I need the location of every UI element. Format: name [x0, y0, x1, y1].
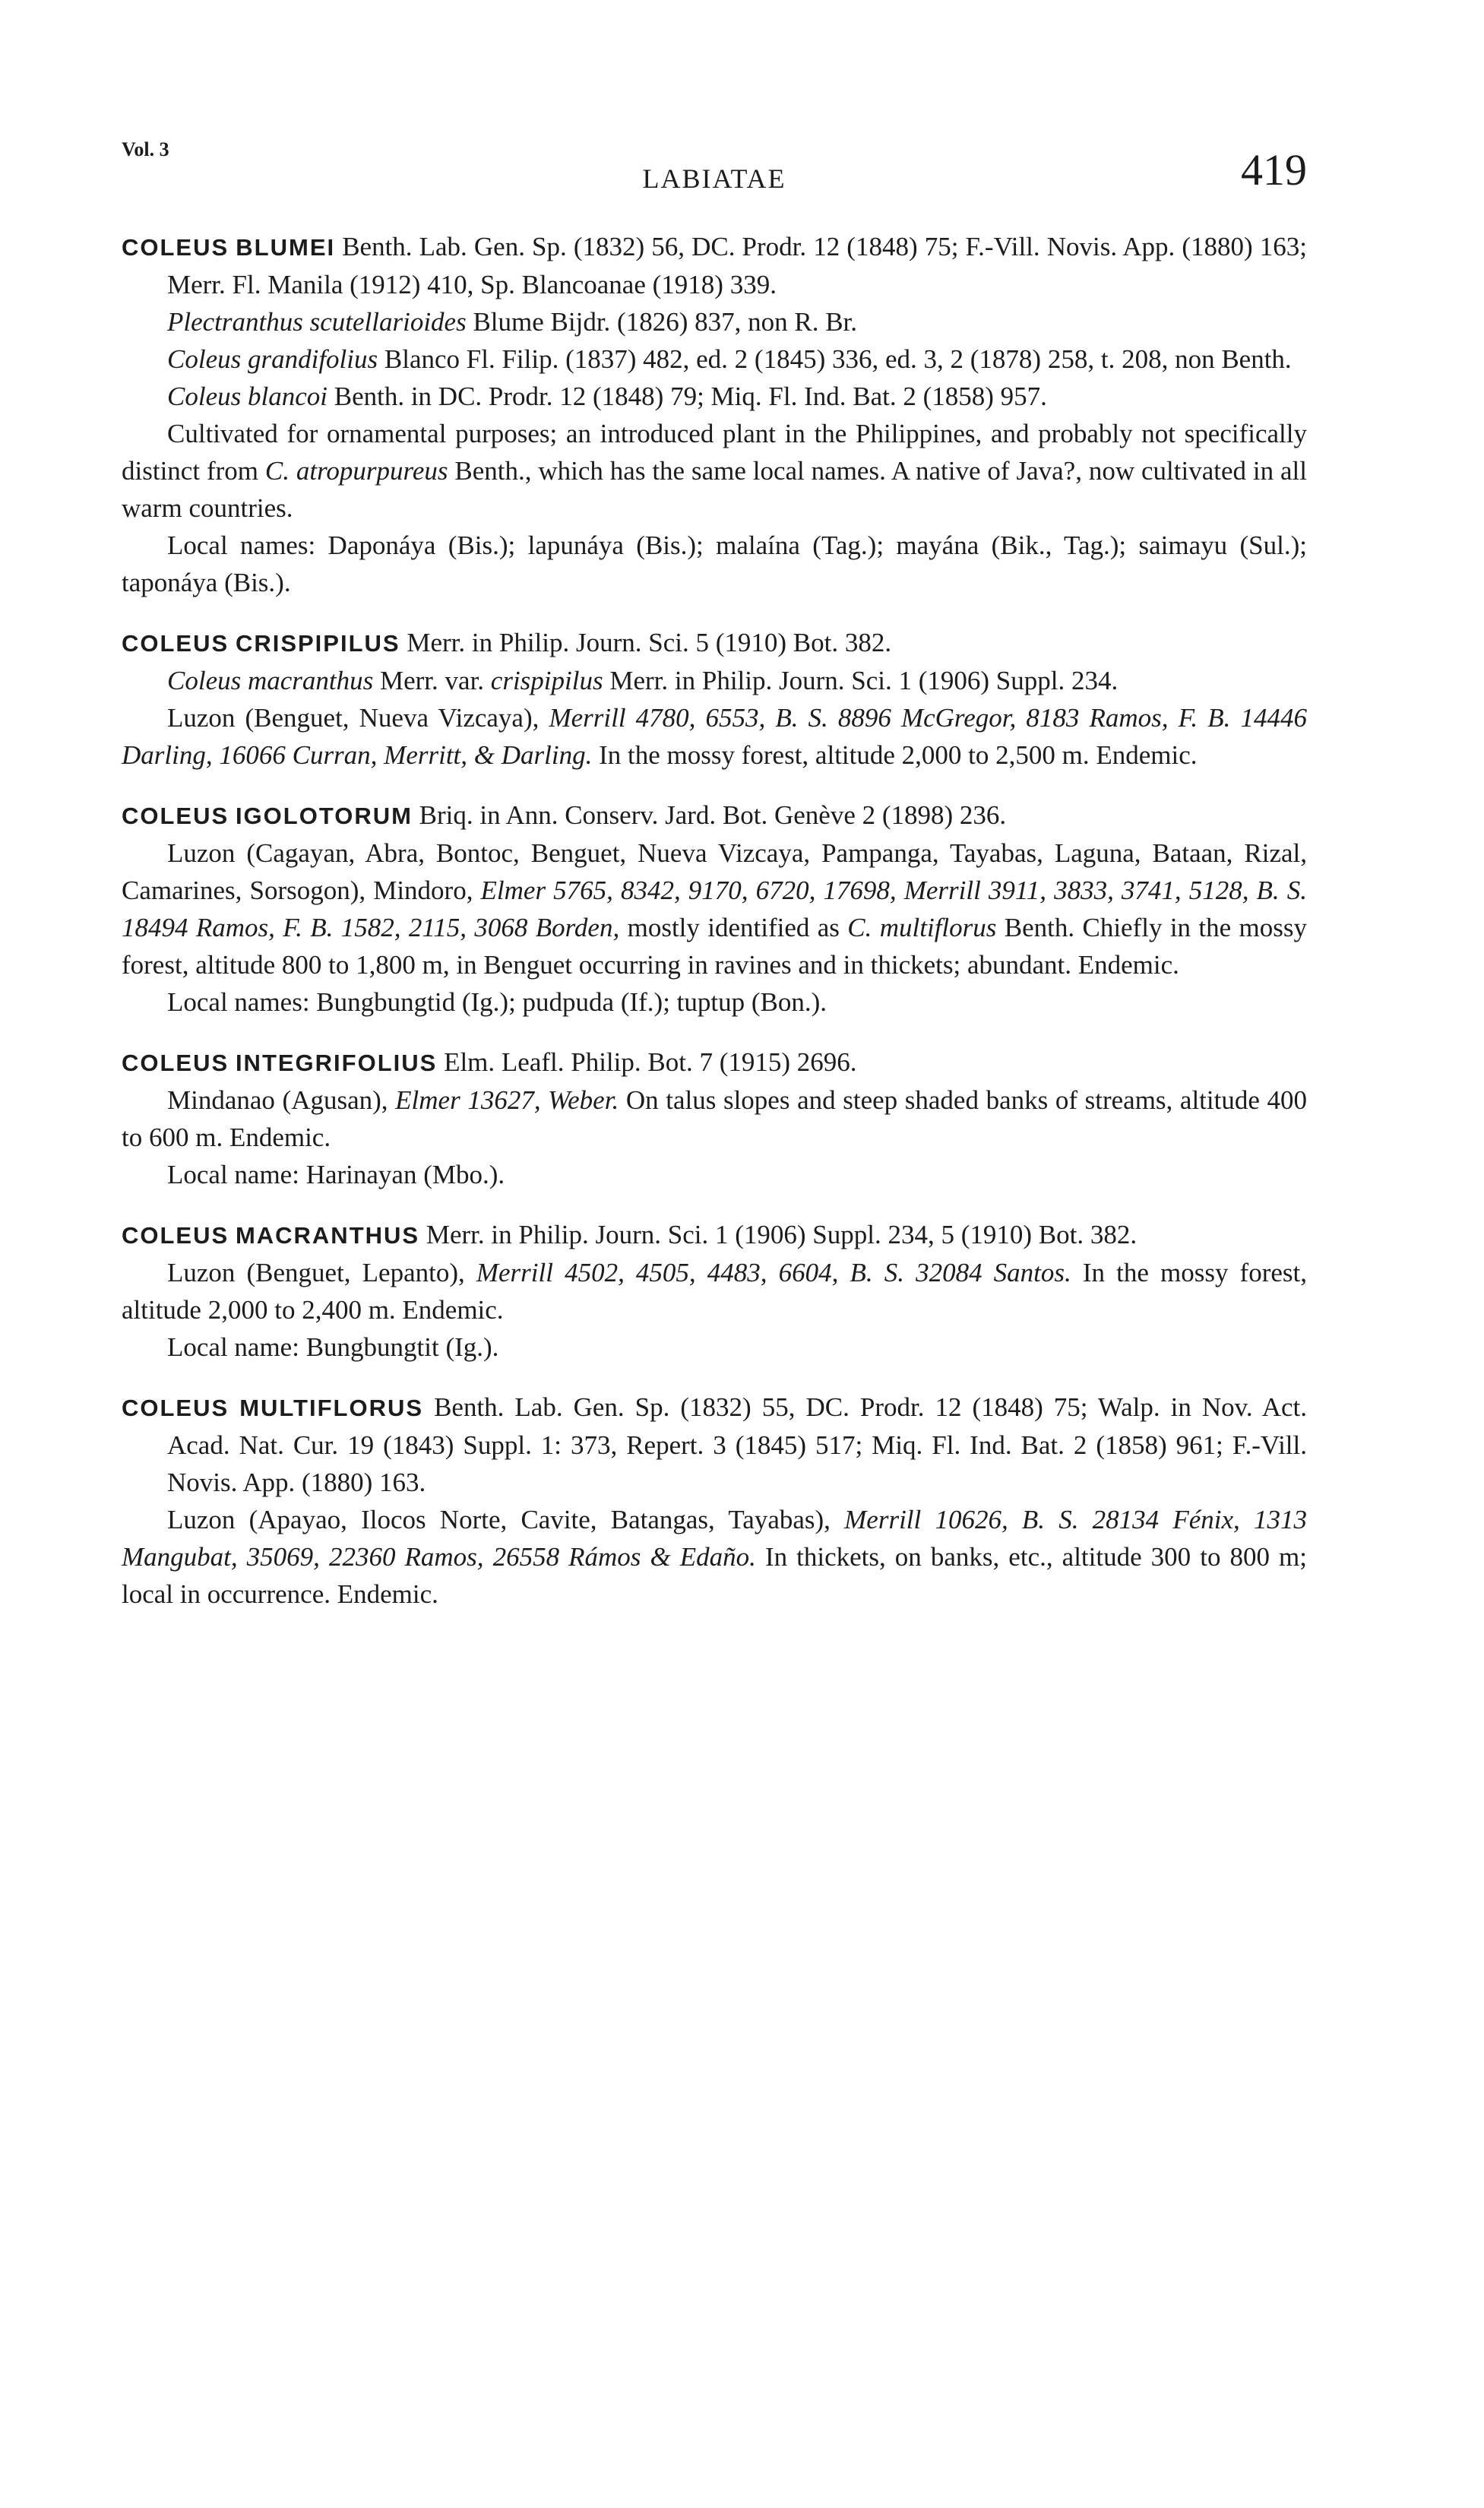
species-citation: Benth. Lab. Gen. Sp. (1832) 55, DC. Prodr. 12 (1848) 75; Walp. in Nov. Act. Acad. Nat. Cur. 19 (1843) Suppl. 1: 373, Repert. 3 (1845) 517; Miq. Fl. Ind. Bat. 2 (1858) 961; F.-Vill. Novis. App. (1880) 163. [167, 1392, 1308, 1497]
species-heading [122, 1216, 1307, 1254]
collector-list: Merrill 4502, 4505, 4483, 6604, B. S. 32084 Santos. [476, 1258, 1071, 1287]
text-run: Benth. Chiefly in the mossy forest, altitude 800 to 1,800 m, in Benguet occurring in ravines and in thickets; abundant. Endemic. [122, 913, 1308, 980]
synonym [122, 378, 1307, 415]
synonym-name: Coleus macranthus [167, 666, 374, 695]
genus-name: COLEUS [122, 630, 229, 657]
species-citation: Briq. in Ann. Conserv. Jard. Bot. Genève 2 (1898) 236. [419, 800, 1007, 830]
species-name: MACRANTHUS [235, 1222, 420, 1249]
synonym-citation: Blanco Fl. Filip. (1837) 482, ed. 2 (1845) 336, ed. 3, 2 (1878) 258, t. 208, non Benth. [384, 344, 1292, 374]
volume-label: Vol. 3 [122, 138, 169, 160]
text-run: Cultivated for ornamental purposes; an introduced plant in the Philippines, and probably not specifically distinct from [122, 419, 1307, 486]
species-entry-integrifolius [122, 1043, 1307, 1193]
local-names: Local names: Bungbungtid (Ig.); pudpuda (If.); tuptup (Bon.). [167, 987, 827, 1017]
species-name: CRISPIPILUS [235, 630, 400, 657]
italic-run: crispipilus [490, 666, 603, 695]
text-run: In the mossy forest, altitude 2,000 to 2,400 m. Endemic. [122, 1258, 1307, 1325]
text-run: On talus slopes and steep shaded banks of streams, altitude 400 to 600 m. Endemic. [122, 1085, 1308, 1152]
distribution-paragraph [122, 834, 1307, 983]
running-title: LABIATAE [642, 163, 786, 194]
text-run: Mindanao (Agusan), [167, 1085, 396, 1115]
species-name: BLUMEI [236, 234, 336, 261]
species-citation: Elm. Leafl. Philip. Bot. 7 (1915) 2696. [444, 1047, 857, 1077]
text-run: Merr. var. [373, 666, 491, 695]
species-name: INTEGRIFOLIUS [235, 1050, 438, 1076]
text-run: mostly identified as [619, 913, 848, 942]
species-heading [122, 624, 1307, 662]
synonym [122, 303, 1307, 340]
italic-run: C. atropurpureus [264, 456, 448, 486]
species-name: MULTIFLORUS [239, 1395, 424, 1421]
synonym [122, 340, 1307, 378]
text-run: Luzon (Apayao, Ilocos Norte, Cavite, Batangas, Tayabas), [167, 1505, 845, 1534]
page-number: 419 [1241, 145, 1307, 195]
description-paragraph [122, 415, 1307, 527]
species-heading [122, 1043, 1307, 1081]
distribution-paragraph [122, 699, 1307, 774]
species-citation: Merr. in Philip. Journ. Sci. 1 (1906) Suppl. 234, 5 (1910) Bot. 382. [426, 1220, 1138, 1249]
synonym-citation: Blume Bijdr. (1826) 837, non R. Br. [473, 307, 858, 337]
genus-name: COLEUS [122, 803, 229, 829]
species-entry-crispipilus [122, 624, 1307, 774]
text-run: Luzon (Benguet, Nueva Vizcaya), [167, 703, 549, 733]
genus-name: COLEUS [122, 1395, 229, 1421]
collector-list: Elmer 13627, Weber. [395, 1085, 619, 1115]
distribution-paragraph [122, 1081, 1307, 1156]
species-entry-igolotorum [122, 796, 1307, 1021]
distribution-paragraph [122, 1254, 1307, 1328]
genus-name: COLEUS [122, 1222, 229, 1249]
synonym-name: Coleus blancoi [167, 382, 327, 411]
species-heading [122, 1389, 1307, 1501]
collector-list: Elmer 5765, 8342, 9170, 6720, 17698, Merrill 3911, 3833, 3741, 5128, B. S. 18494 Ramos, F. B. 1582, 2115, 3068 Borden, [122, 876, 1308, 942]
page-body [122, 228, 1307, 1636]
species-name: IGOLOTORUM [235, 803, 413, 829]
page-header [122, 114, 1307, 198]
text-run: Luzon (Cagayan, Abra, Bontoc, Benguet, Nueva Vizcaya, Pampanga, Tayabas, Laguna, Bataan, Rizal, Camarines, Sorsogon), Mindoro, [122, 838, 1307, 905]
collector-list: Merrill 4780, 6553, B. S. 8896 McGregor, 8183 Ramos, F. B. 14446 Darling, 16066 Curran, Merritt, & Darling. [122, 703, 1307, 770]
synonym [122, 662, 1307, 699]
distribution-paragraph [122, 1501, 1307, 1613]
text-run: Luzon (Benguet, Lepanto), [167, 1258, 476, 1287]
local-names: Local name: Harinayan (Mbo.). [167, 1160, 505, 1189]
synonym-name: Plectranthus scutellarioides [167, 307, 467, 337]
local-names: Local names: Daponáya (Bis.); lapunáya (Bis.); malaína (Tag.); mayána (Bik., Tag.); saimayu (Sul.); taponáya (Bis.). [122, 530, 1307, 597]
synonym-citation: Benth. in DC. Prodr. 12 (1848) 79; Miq. Fl. Ind. Bat. 2 (1858) 957. [334, 382, 1047, 411]
species-citation: Benth. Lab. Gen. Sp. (1832) 56, DC. Prodr. 12 (1848) 75; F.-Vill. Novis. App. (1880) 163; Merr. Fl. Manila (1912) 410, Sp. Blancoanae (1918) 339. [167, 232, 1308, 299]
text-run: In the mossy forest, altitude 2,000 to 2,500 m. Endemic. [592, 740, 1198, 770]
local-names: Local name: Bungbungtit (Ig.). [167, 1332, 499, 1362]
genus-name: COLEUS [122, 1050, 229, 1076]
text-run: Merr. in Philip. Journ. Sci. 1 (1906) Suppl. 234. [603, 666, 1119, 695]
collector-list: Merrill 10626, B. S. 28134 Fénix, 1313 Mangubat, 35069, 22360 Ramos, 26558 Rámos & Edaño. [122, 1505, 1308, 1572]
species-entry-macranthus [122, 1216, 1307, 1366]
text-run: In thickets, on banks, etc., altitude 300 to 800 m; local in occurrence. Endemic. [122, 1542, 1307, 1609]
synonym-name: Coleus grandifolius [167, 344, 378, 374]
genus-name: COLEUS [122, 234, 229, 261]
text-run: Benth., which has the same local names. A native of Java?, now cultivated in all warm countries. [122, 456, 1307, 523]
species-citation: Merr. in Philip. Journ. Sci. 5 (1910) Bot. 382. [407, 628, 892, 657]
species-entry-blumei [122, 228, 1307, 601]
species-heading [122, 228, 1307, 303]
species-entry-multiflorus [122, 1389, 1307, 1613]
species-heading [122, 796, 1307, 834]
italic-run: C. multiflorus [847, 913, 997, 942]
